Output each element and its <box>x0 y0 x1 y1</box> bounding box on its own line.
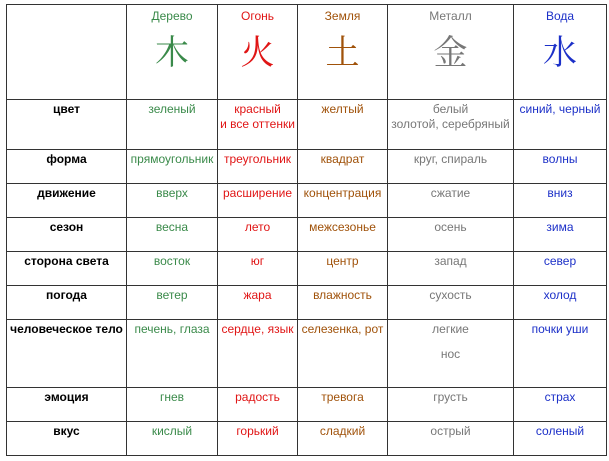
element-header-wood <box>127 5 218 100</box>
table-cell: весна <box>127 218 218 252</box>
table-cell: тревога <box>298 388 388 422</box>
element-header-metal <box>388 5 514 100</box>
table-cell: белый золотой, серебряный <box>388 100 514 150</box>
table-cell: волны <box>514 150 607 184</box>
element-header-fire <box>218 5 298 100</box>
table-row <box>7 252 607 286</box>
element-header-water <box>514 5 607 100</box>
table-cell: сердце, язык <box>218 320 298 388</box>
table-cell: синий, черный <box>514 100 607 150</box>
row-label: эмоция <box>7 388 127 422</box>
row-label: сезон <box>7 218 127 252</box>
element-header-earth <box>298 5 388 100</box>
table-cell: треугольник <box>218 150 298 184</box>
table-row <box>7 286 607 320</box>
table-cell: селезенка, рот <box>298 320 388 388</box>
element-glyph: 火 <box>240 33 275 73</box>
element-glyph: 木 <box>155 33 189 73</box>
table-cell: запад <box>388 252 514 286</box>
table-cell: юг <box>218 252 298 286</box>
table-cell: вверх <box>127 184 218 218</box>
header-row <box>7 5 607 100</box>
table-row <box>7 320 607 388</box>
table-cell: восток <box>127 252 218 286</box>
table-cell: север <box>514 252 607 286</box>
table-cell: лето <box>218 218 298 252</box>
table-cell: гнев <box>127 388 218 422</box>
table-cell: концентрация <box>298 184 388 218</box>
table-row <box>7 422 607 456</box>
table-cell: ветер <box>127 286 218 320</box>
table-cell: страх <box>514 388 607 422</box>
five-elements-table <box>6 4 607 456</box>
table-cell: вниз <box>514 184 607 218</box>
element-name: Земля <box>324 9 361 23</box>
table-cell: межсезонье <box>298 218 388 252</box>
element-glyph: 土 <box>325 33 360 73</box>
row-label: погода <box>7 286 127 320</box>
table-cell: печень, глаза <box>127 320 218 388</box>
table-cell: сухость <box>388 286 514 320</box>
table-cell: соленый <box>514 422 607 456</box>
table-cell: зеленый <box>127 100 218 150</box>
table-cell: красный и все оттенки <box>218 100 298 150</box>
table-cell: центр <box>298 252 388 286</box>
element-glyph: 水 <box>543 33 577 73</box>
table-cell: сладкий <box>298 422 388 456</box>
table-cell: круг, спираль <box>388 150 514 184</box>
row-label: сторона света <box>7 252 127 286</box>
table-row <box>7 184 607 218</box>
row-label: движение <box>7 184 127 218</box>
table-cell: жара <box>218 286 298 320</box>
table-row <box>7 218 607 252</box>
table-cell: холод <box>514 286 607 320</box>
table-cell: зима <box>514 218 607 252</box>
row-label: человеческое тело <box>7 320 127 388</box>
table-cell: влажность <box>298 286 388 320</box>
element-glyph: 金 <box>433 33 468 73</box>
table-cell: квадрат <box>298 150 388 184</box>
row-label: вкус <box>7 422 127 456</box>
element-name: Огонь <box>241 9 274 23</box>
table-cell: легкие нос <box>388 320 514 388</box>
table-cell: острый <box>388 422 514 456</box>
table-row <box>7 100 607 150</box>
corner-cell <box>7 5 127 100</box>
element-name: Дерево <box>151 9 193 23</box>
table-row <box>7 150 607 184</box>
table-cell: почки уши <box>514 320 607 388</box>
table-cell: грусть <box>388 388 514 422</box>
table-row <box>7 388 607 422</box>
table-cell: радость <box>218 388 298 422</box>
row-label: форма <box>7 150 127 184</box>
table-cell: расширение <box>218 184 298 218</box>
table-cell: желтый <box>298 100 388 150</box>
table-cell: кислый <box>127 422 218 456</box>
table-cell: сжатие <box>388 184 514 218</box>
table-cell: горький <box>218 422 298 456</box>
table-cell: прямоугольник <box>127 150 218 184</box>
row-label: цвет <box>7 100 127 150</box>
element-name: Металл <box>429 9 472 23</box>
table-cell: осень <box>388 218 514 252</box>
element-name: Вода <box>545 9 575 23</box>
